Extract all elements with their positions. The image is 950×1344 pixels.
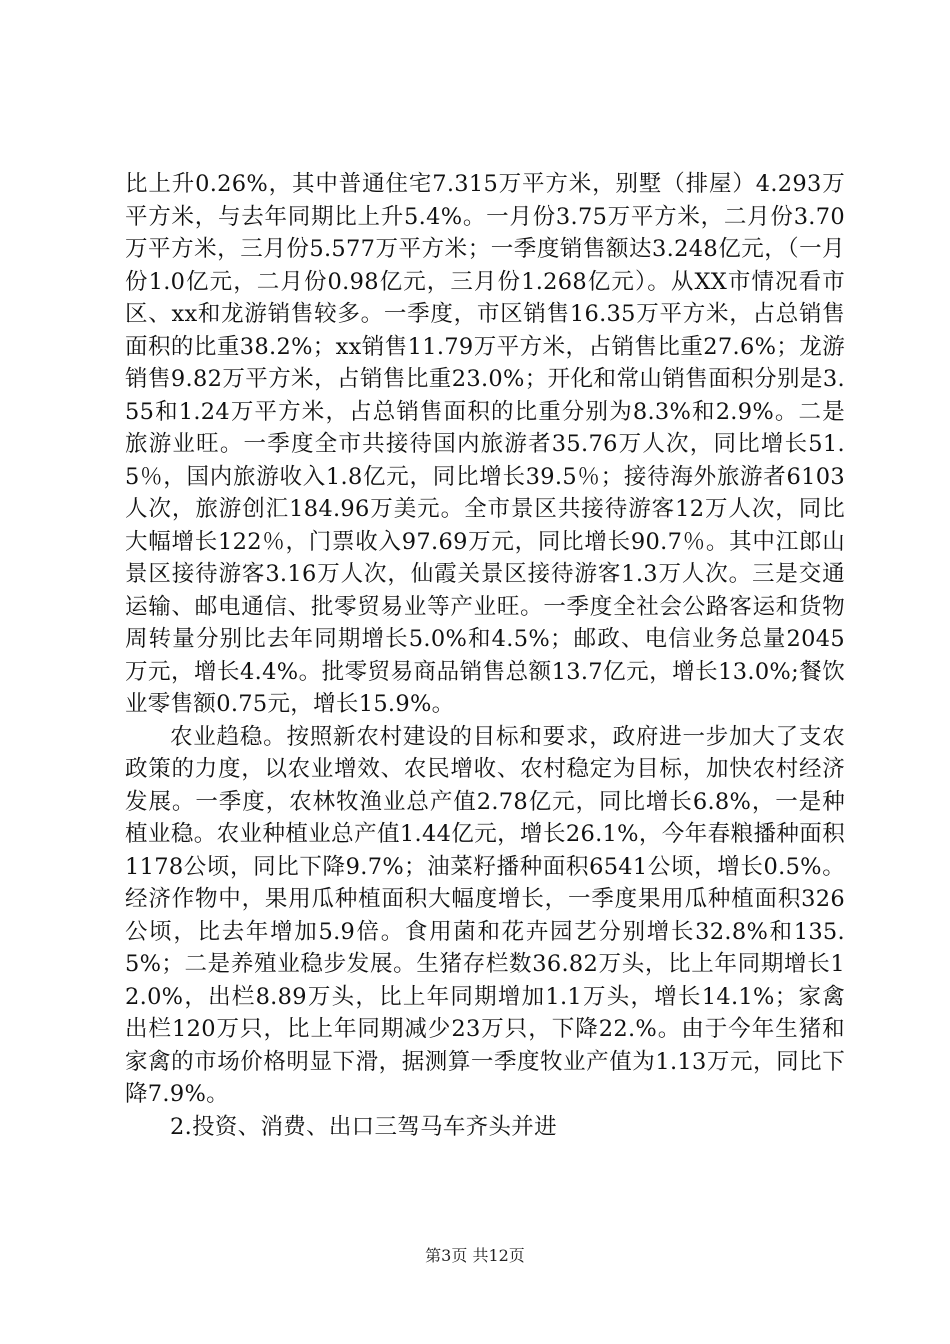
page-footer: 第3页 共12页 — [425, 1246, 525, 1265]
paragraph-real-estate-tourism: 比上升0.26%，其中普通住宅7.315万平方米，别墅（排屋）4.293万平方米，与去年同期比上升5.4%。一月份3.75万平方米，二月份3.70万平方米，三月份5.577万平方米；一季度销售额达3.248亿元，（一月份1.0亿元，二月份0.98亿元，三月份1.268亿元）。从XX市情况看市区、xx和龙游销售较多。一季度，市区销售16.35万平方米，占总销售面积的比重38.2%；xx销售11.79万平方米，占销售比重27.6%；龙游销售9.82万平方米，占销售比重23.0%；开化和常山销售面积分别是3.55和1.24万平方米，占总销售面积的比重分别为8.3%和2.9%。二是旅游业旺。一季度全市共接待国内旅游者35.76万人次，同比增长51.5％，国内旅游收入1.8亿元，同比增长39.5％；接待海外旅游者6103人次，旅游创汇184.96万美元。全市景区共接待游客12万人次，同比大幅增长122％，门票收入97.69万元，同比增长90.7％。其中江郎山景区接待游客3.16万人次，仙霞关景区接待游客1.3万人次。三是交通运输、邮电通信、批零贸易业等产业旺。一季度全社会公路客运和货物周转量分别比去年同期增长5.0%和4.5%；邮政、电信业务总量2045万元，增长4.4%。批零贸易商品销售总额13.7亿元，增长13.0%;餐饮业零售额0.75元，增长15.9%。 — [125, 171, 845, 717]
paragraph-agriculture: 农业趋稳。按照新农村建设的目标和要求，政府进一步加大了支农政策的力度，以农业增效、农民增收、农村稳定为目标，加快农村经济发展。一季度，农林牧渔业总产值2.78亿元，同比增长6.8%，一是种植业稳。农业种植业总产值1.44亿元，增长26.1%，今年春粮播种面积1178公顷，同比下降9.7%；油菜籽播种面积6541公顷，增长0.5%。经济作物中，果用瓜种植面积大幅度增长，一季度果用瓜种植面积326公顷，比去年增加5.9倍。食用菌和花卉园艺分别增长32.8%和135.5%；二是养殖业稳步发展。生猪存栏数36.82万头，比上年同期增长12.0%，出栏8.89万头，比上年同期增加1.1万头，增长14.1%；家禽出栏120万只，比上年同期减少23万只，下降22.%。由于今年生猪和家禽的市场价格明显下滑，据测算一季度牧业产值为1.13万元，同比下降7.9%。 — [125, 723, 845, 1107]
section-heading: 2.投资、消费、出口三驾马车齐头并进 — [170, 1113, 557, 1140]
document-body — [125, 168, 845, 1143]
